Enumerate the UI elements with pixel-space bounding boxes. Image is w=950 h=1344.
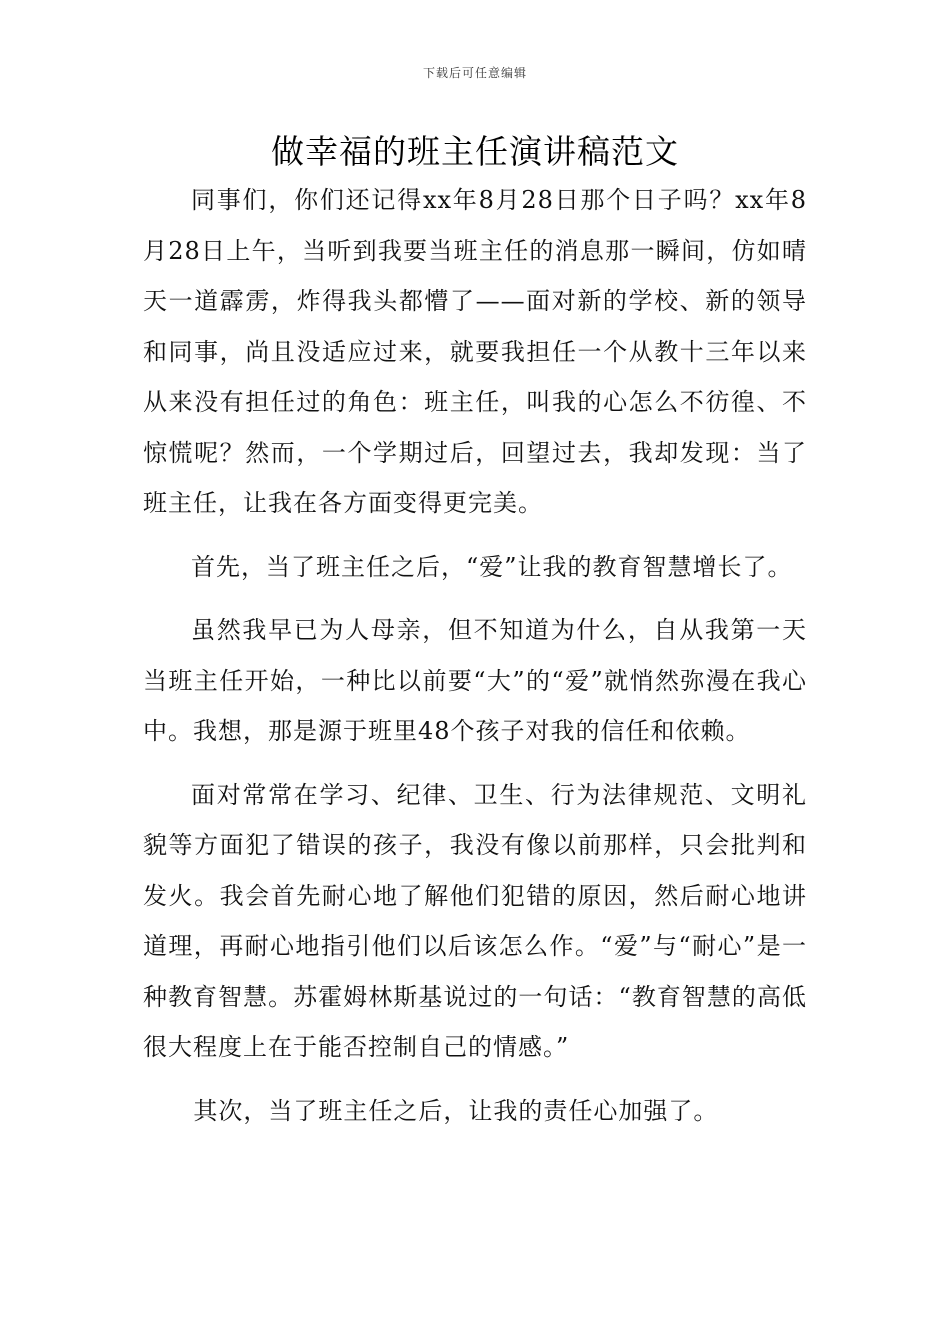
paragraph: 面对常常在学习、纪律、卫生、行为法律规范、文明礼貌等方面犯了错误的孩子，我没有像以前那样，只会批判和发火。我会首先耐心地了解他们犯错的原因，然后耐心地讲道理，再耐心地指引他们以后该怎么作。“爱”与“耐心”是一种教育智慧。苏霍姆林斯基说过的一句话：“教育智慧的高低很大程度上在于能否控制自己的情感。” — [143, 780, 807, 1061]
paragraph: 同事们，你们还记得xx年8月28日那个日子吗？xx年8月28日上午，当听到我要当班主任的消息那一瞬间，仿如晴天一道霹雳，炸得我头都懵了——面对新的学校、新的领导和同事，尚且没适应过来，就要我担任一个从教十三年以来从来没有担任过的角色：班主任，叫我的心怎么不彷徨、不惊慌呢？然而，一个学期过后，回望过去，我却发现：当了班主任，让我在各方面变得更完美。 — [143, 186, 807, 517]
document-body — [143, 175, 807, 1149]
paragraph: 其次，当了班主任之后，让我的责任心加强了。 — [193, 1096, 719, 1125]
header-note: 下载后可任意编辑 — [422, 66, 527, 80]
paragraph: 虽然我早已为人母亲，但不知道为什么，自从我第一天当班主任开始，一种比以前要“大”的“爱”就悄然弥漫在我心中。我想，那是源于班里48个孩子对我的信任和依赖。 — [143, 616, 807, 745]
paragraph: 首先，当了班主任之后，“爱”让我的教育智慧增长了。 — [191, 552, 793, 581]
document-title: 做幸福的班主任演讲稿范文 — [271, 132, 679, 171]
